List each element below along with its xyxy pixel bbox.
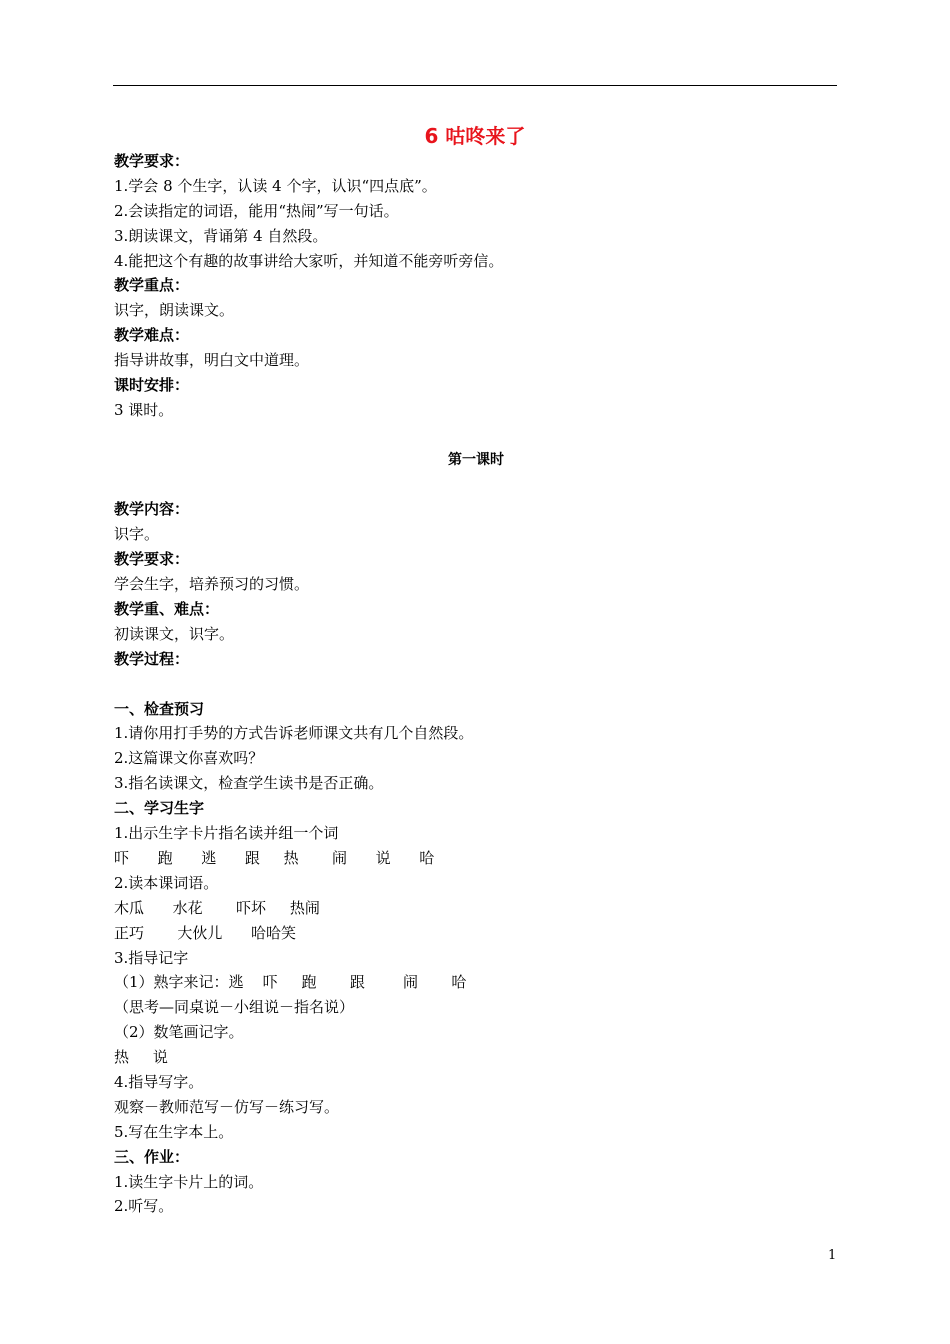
section-heading: 教学过程： xyxy=(114,649,190,668)
text-line: 3.朗读课文，背诵第 4 自然段。 xyxy=(114,226,328,245)
text-line: 3.指名读课文，检查学生读书是否正确。 xyxy=(114,774,384,793)
text-line: 1.请你用打手势的方式告诉老师课文共有几个自然段。 xyxy=(114,724,474,743)
text-line: 正巧 大伙儿 哈哈笑 xyxy=(114,923,296,942)
section-heading: 二、学习生字 xyxy=(114,799,205,818)
header-rule xyxy=(113,85,837,86)
text-line: 木瓜 水花 吓坏 热闹 xyxy=(114,898,320,917)
text-line: 2.会读指定的词语，能用“热闹”写一句话。 xyxy=(114,201,399,220)
section-heading: 教学重点： xyxy=(114,276,190,295)
section-heading: 第一课时 xyxy=(448,451,504,468)
section-heading: 教学重、难点： xyxy=(114,600,220,619)
page-number: 1 xyxy=(828,1248,837,1263)
text-line: 初读课文，识字。 xyxy=(114,624,235,643)
section-heading: 课时安排： xyxy=(114,376,190,395)
text-line: 5.写在生字本上。 xyxy=(114,1122,234,1141)
text-line: 学会生字，培养预习的习惯。 xyxy=(114,575,310,594)
blank-line xyxy=(114,672,838,697)
section-heading: 教学要求： xyxy=(114,152,190,170)
text-line: 识字。 xyxy=(114,525,160,544)
text-line: 1.学会 8 个生字，认读 4 个字，认识“四点底”。 xyxy=(114,176,437,195)
text-line: 2.读本课词语。 xyxy=(114,873,219,892)
lesson-plan-body xyxy=(114,149,838,1219)
section-heading: 三、作业： xyxy=(114,1147,190,1166)
blank-line xyxy=(114,473,838,498)
text-line: 吓 跑 逃 跟 热 闹 说 哈 xyxy=(114,848,435,867)
text-line: （2）数笔画记字。 xyxy=(114,1023,244,1042)
text-line: 指导讲故事，明白文中道理。 xyxy=(114,351,310,370)
section-heading: 教学要求： xyxy=(114,550,190,569)
text-line: 3.指导记字 xyxy=(114,948,189,967)
text-line: 2.这篇课文你喜欢吗？ xyxy=(114,749,264,768)
section-heading: 教学难点： xyxy=(114,326,190,345)
section-heading: 一、检查预习 xyxy=(114,699,205,718)
text-line: 热 说 xyxy=(114,1048,168,1067)
text-line: 4.指导写字。 xyxy=(114,1072,204,1091)
text-line: 观察－教师范写－仿写－练习写。 xyxy=(114,1097,340,1116)
section-heading: 教学内容： xyxy=(114,500,190,519)
text-line: 4.能把这个有趣的故事讲给大家听，并知道不能旁听旁信。 xyxy=(114,251,504,270)
blank-line xyxy=(114,423,838,448)
text-line: 2.听写。 xyxy=(114,1197,174,1216)
text-line: （思考—同桌说－小组说－指名说） xyxy=(114,998,355,1017)
text-line: 1.出示生字卡片指名读并组一个词 xyxy=(114,824,339,843)
lesson-title: 6 咕咚来了 xyxy=(424,124,526,148)
text-line: 3 课时。 xyxy=(114,400,174,419)
text-line: 识字，朗读课文。 xyxy=(114,301,235,320)
text-line: 1.读生字卡片上的词。 xyxy=(114,1172,264,1191)
text-line: （1）熟字来记：逃 吓 跑 跟 闹 哈 xyxy=(114,973,467,992)
